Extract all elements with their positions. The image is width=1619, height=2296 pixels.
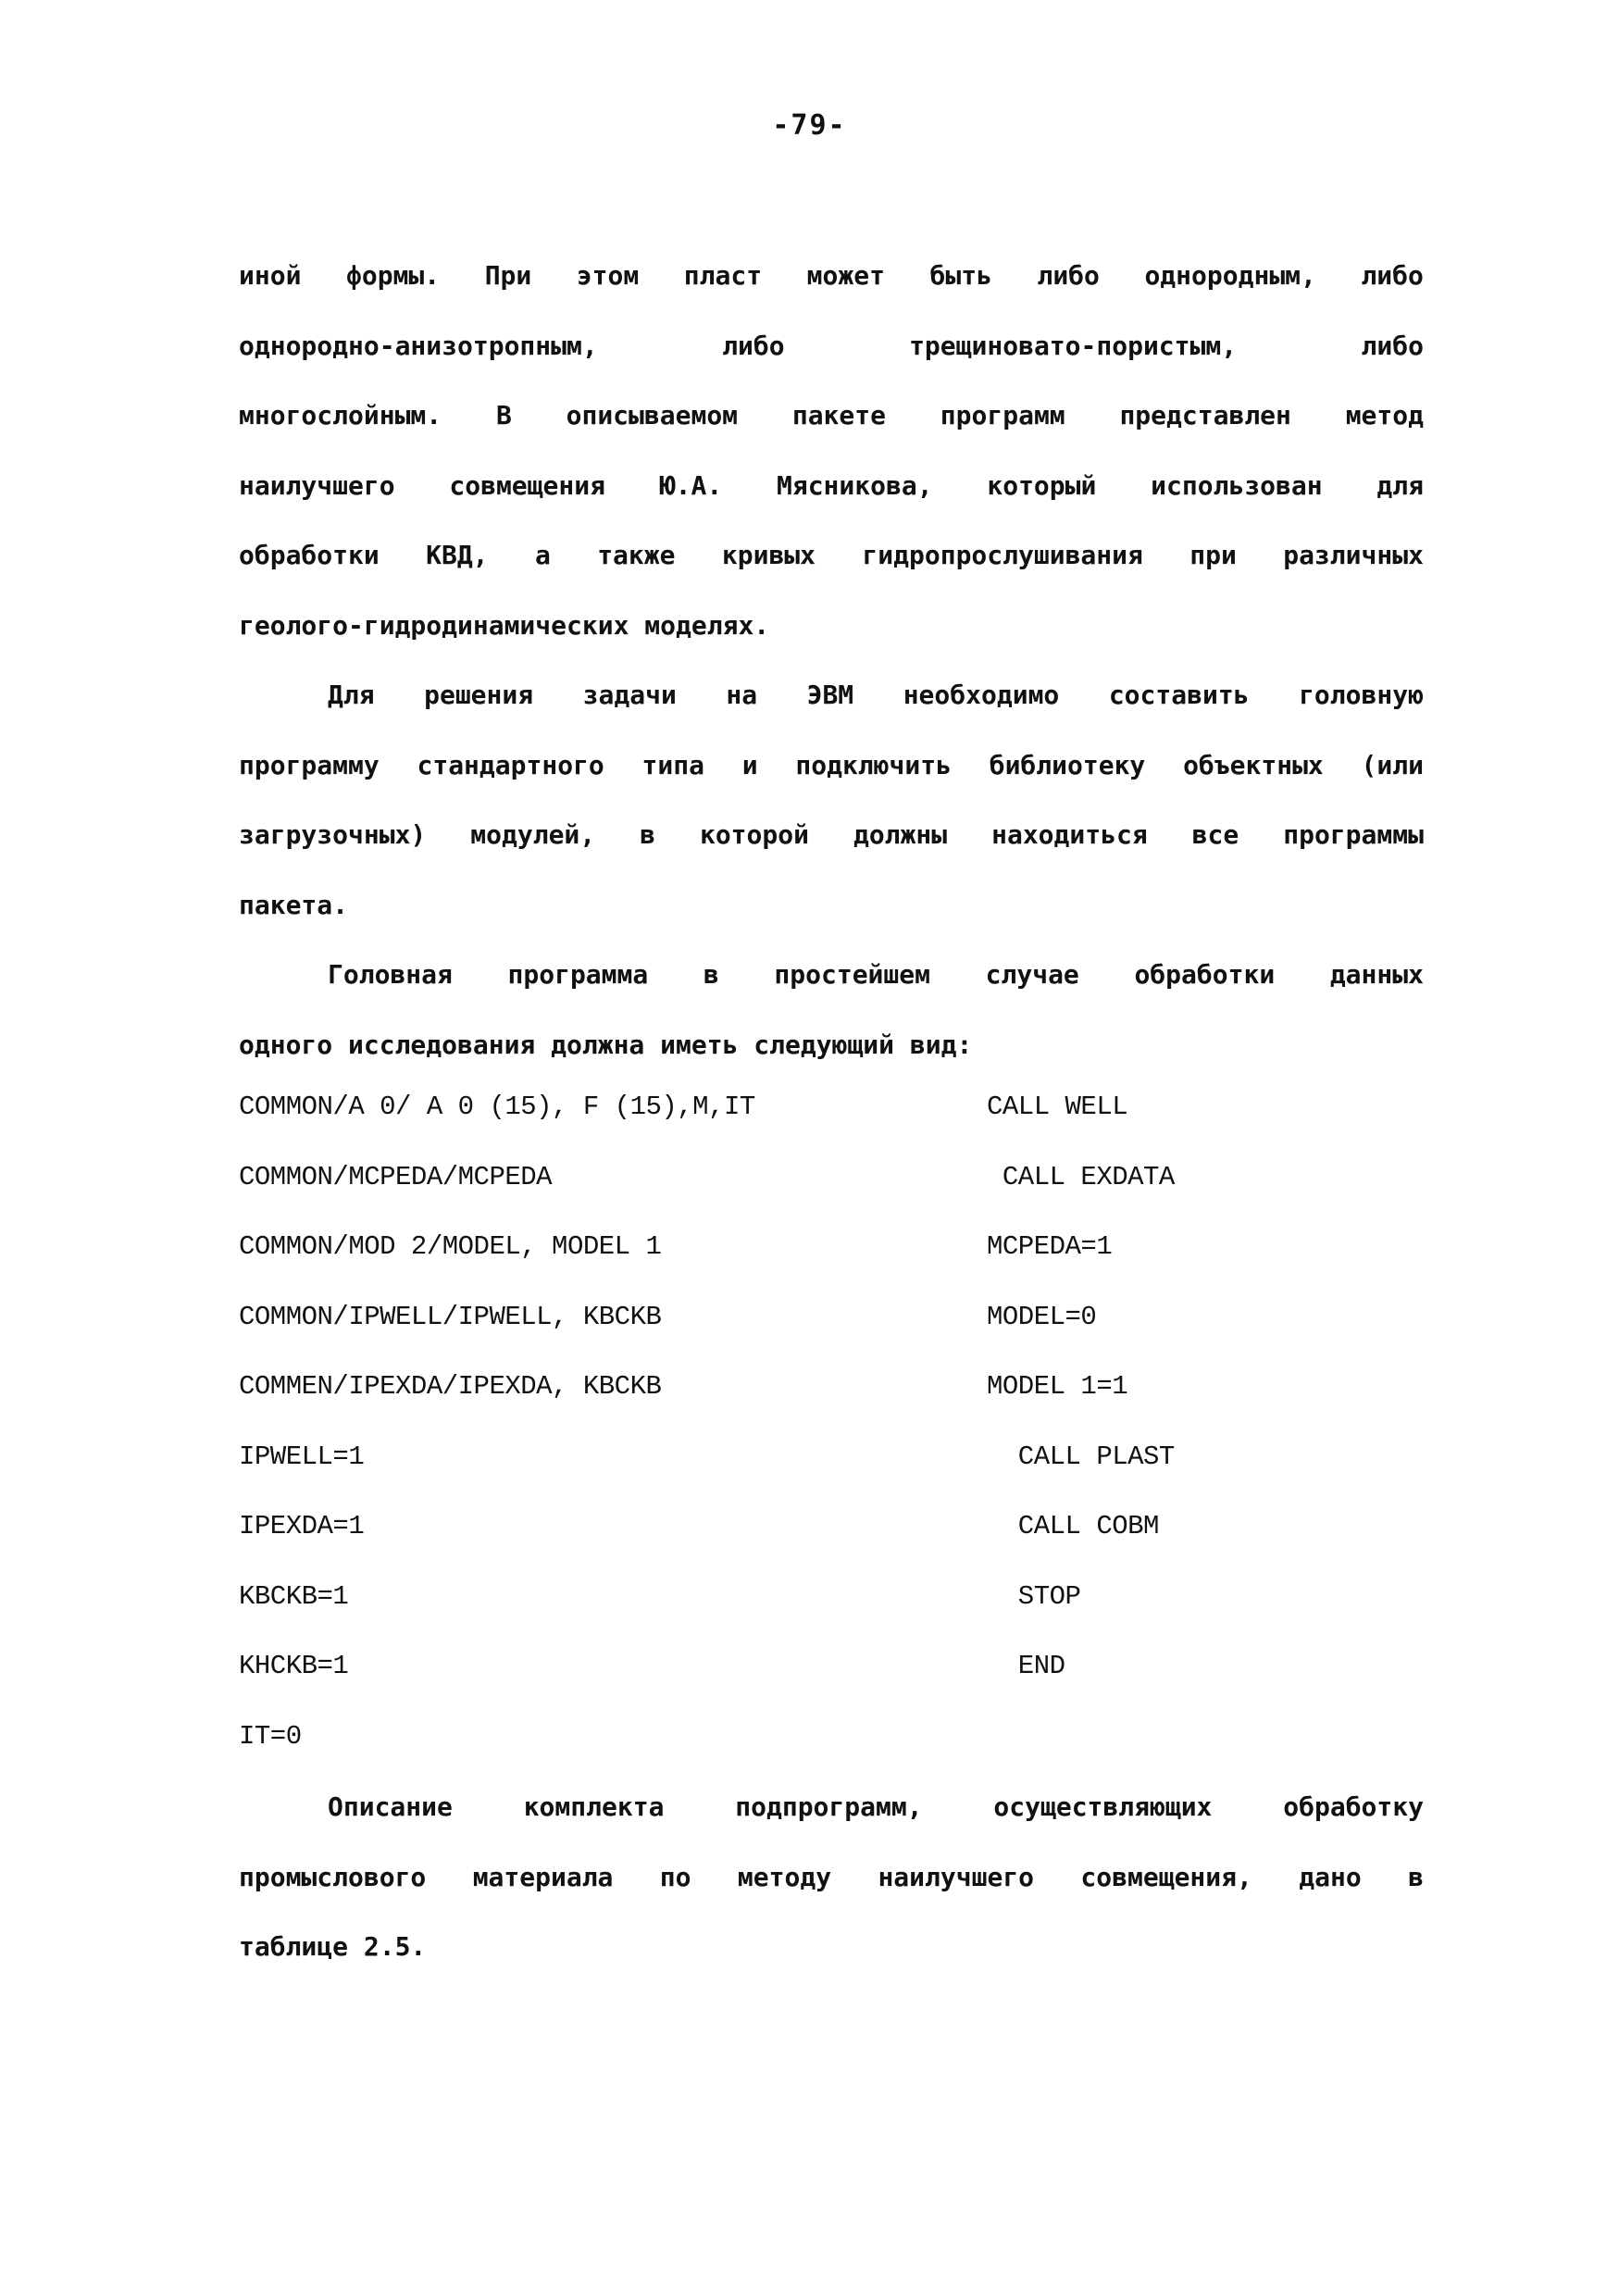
word: наилучшего bbox=[878, 1861, 1035, 1892]
word: Головная bbox=[328, 959, 453, 990]
word: задачи bbox=[582, 680, 677, 710]
code-left: KBCKB=1 bbox=[239, 1580, 349, 1612]
paragraph-last-line: одного исследования должна иметь следующий вид: bbox=[239, 1029, 973, 1060]
word: дано bbox=[1299, 1861, 1362, 1892]
word: стандартного bbox=[417, 749, 604, 780]
paragraph-last-line: таблице 2.5. bbox=[239, 1931, 427, 1962]
word: программы bbox=[1283, 819, 1424, 850]
word: обработки bbox=[1134, 959, 1276, 990]
word: совмещения, bbox=[1080, 1861, 1252, 1892]
word: При bbox=[484, 260, 532, 291]
code-right: MCPEDA=1 bbox=[987, 1231, 1113, 1262]
word: материала bbox=[472, 1861, 614, 1892]
paragraph-line bbox=[239, 390, 1424, 460]
word: описываемом bbox=[566, 400, 739, 430]
word: составить bbox=[1108, 680, 1250, 710]
word: может bbox=[806, 260, 885, 291]
word: которой bbox=[699, 819, 809, 850]
paragraph-line bbox=[239, 669, 1424, 740]
paragraph-last-line: геолого-гидродинамических моделях. bbox=[239, 609, 770, 641]
word: ЭВМ bbox=[806, 680, 854, 710]
word: В bbox=[495, 400, 512, 430]
word: гидропрослушивания bbox=[862, 540, 1143, 570]
word: наилучшего bbox=[239, 469, 395, 501]
code-left: COMMON/A 0/ A 0 (15), F (15),M,IT bbox=[239, 1092, 755, 1122]
word: быть bbox=[929, 260, 992, 291]
word: загрузочных) bbox=[239, 819, 427, 850]
word: модулей, bbox=[470, 819, 596, 850]
word: совмещения bbox=[449, 469, 605, 501]
paragraph-line bbox=[239, 1852, 1424, 1922]
word: обработку bbox=[1283, 1791, 1424, 1822]
code-left: COMMON/MOD 2/MODEL, MODEL 1 bbox=[239, 1231, 662, 1262]
word: промыслового bbox=[239, 1861, 427, 1892]
code-row bbox=[239, 1431, 1424, 1502]
paragraph-line bbox=[239, 1781, 1424, 1852]
word: находиться bbox=[991, 819, 1148, 850]
word: случае bbox=[985, 959, 1079, 990]
word: головную bbox=[1299, 680, 1424, 710]
paragraph-line bbox=[239, 949, 1424, 1019]
code-left: IPEXDA=1 bbox=[239, 1511, 365, 1541]
word: трещиновато-пористым, bbox=[909, 330, 1238, 361]
code-row bbox=[239, 1292, 1424, 1362]
paragraph-line bbox=[239, 250, 1424, 320]
code-right: END bbox=[987, 1651, 1065, 1681]
code-left: COMMON/MCPEDA/MCPEDA bbox=[239, 1161, 553, 1192]
paragraph-line bbox=[239, 460, 1424, 530]
word: при bbox=[1189, 540, 1237, 570]
code-row bbox=[239, 1711, 1424, 1781]
code-row bbox=[239, 1081, 1424, 1152]
word: по bbox=[659, 1861, 691, 1892]
word: программа bbox=[507, 959, 649, 990]
code-right: CALL COBM bbox=[987, 1511, 1159, 1541]
word: обработки bbox=[239, 540, 380, 570]
code-right: CALL WELL bbox=[987, 1092, 1128, 1122]
word: либо bbox=[1361, 330, 1424, 361]
word: подпрограмм, bbox=[735, 1791, 923, 1822]
word: формы. bbox=[345, 260, 441, 291]
body-text-upper bbox=[239, 250, 1424, 1089]
word: необходимо bbox=[903, 680, 1060, 710]
word: в bbox=[1408, 1861, 1424, 1892]
paragraph-line bbox=[239, 320, 1424, 391]
word: однородным, bbox=[1144, 260, 1316, 291]
word: типа bbox=[641, 749, 704, 780]
word: должны bbox=[853, 819, 948, 850]
code-left: COMMON/IPWELL/IPWELL, KBCKB bbox=[239, 1301, 662, 1332]
word: для bbox=[1376, 469, 1424, 501]
word: однородно-анизотропным, bbox=[239, 330, 598, 361]
paragraph-last-line: пакета. bbox=[239, 889, 349, 920]
word: метод bbox=[1345, 400, 1424, 430]
code-left: IT=0 bbox=[239, 1720, 302, 1752]
word: в bbox=[640, 819, 655, 850]
code-row bbox=[239, 1152, 1424, 1222]
word: кривых bbox=[721, 540, 816, 570]
word: Мясникова, bbox=[776, 469, 933, 501]
word: методу bbox=[737, 1861, 832, 1892]
word: различных bbox=[1283, 540, 1424, 570]
word: также bbox=[597, 540, 676, 570]
word: простейшем bbox=[774, 959, 930, 990]
word: (или bbox=[1361, 749, 1424, 780]
code-row bbox=[239, 1571, 1424, 1641]
code-right: MODEL=0 bbox=[987, 1301, 1097, 1332]
word: либо bbox=[722, 330, 785, 361]
body-text-lower bbox=[239, 1781, 1424, 1991]
code-row bbox=[239, 1361, 1424, 1431]
word: КВД, bbox=[426, 540, 489, 570]
code-left: COMMEN/IPEXDA/IPEXDA, KBCKB bbox=[239, 1371, 662, 1402]
word: иной bbox=[239, 260, 302, 291]
code-right: MODEL 1=1 bbox=[987, 1371, 1128, 1402]
word: а bbox=[534, 540, 551, 570]
paragraph-line bbox=[239, 530, 1424, 600]
word: все bbox=[1191, 819, 1239, 850]
word: Для bbox=[328, 680, 375, 710]
code-left: IPWELL=1 bbox=[239, 1441, 365, 1472]
word: представлен bbox=[1119, 400, 1291, 430]
word: либо bbox=[1361, 260, 1424, 291]
word: данных bbox=[1329, 959, 1424, 990]
word: решения bbox=[424, 680, 534, 710]
word: Ю.А. bbox=[659, 469, 723, 501]
word: пакете bbox=[791, 400, 886, 430]
paragraph-line bbox=[239, 740, 1424, 810]
word: объектных bbox=[1183, 749, 1324, 780]
code-right: STOP bbox=[987, 1580, 1081, 1612]
page-number: -79- bbox=[772, 109, 847, 142]
word: многослойным. bbox=[239, 400, 442, 430]
word: в bbox=[703, 959, 719, 990]
word: Описание bbox=[328, 1791, 453, 1822]
code-row bbox=[239, 1501, 1424, 1571]
word: либо bbox=[1037, 260, 1100, 291]
word: этом bbox=[576, 260, 640, 291]
word: программу bbox=[239, 749, 380, 780]
code-row bbox=[239, 1221, 1424, 1292]
word: осуществляющих bbox=[993, 1791, 1213, 1822]
code-listing bbox=[239, 1081, 1424, 1780]
paragraph-line bbox=[239, 809, 1424, 880]
word: и bbox=[741, 749, 758, 780]
word: который bbox=[987, 469, 1097, 501]
code-right: CALL EXDATA bbox=[987, 1161, 1175, 1192]
word: использован bbox=[1151, 469, 1323, 501]
code-left: KHCKB=1 bbox=[239, 1651, 349, 1681]
word: комплекта bbox=[523, 1791, 665, 1822]
word: пласт bbox=[683, 260, 763, 291]
code-row bbox=[239, 1641, 1424, 1711]
word: программ bbox=[940, 400, 1065, 430]
word: на bbox=[726, 680, 758, 710]
word: подключить bbox=[795, 749, 952, 780]
code-right: CALL PLAST bbox=[987, 1441, 1175, 1472]
word: библиотеку bbox=[989, 749, 1146, 780]
